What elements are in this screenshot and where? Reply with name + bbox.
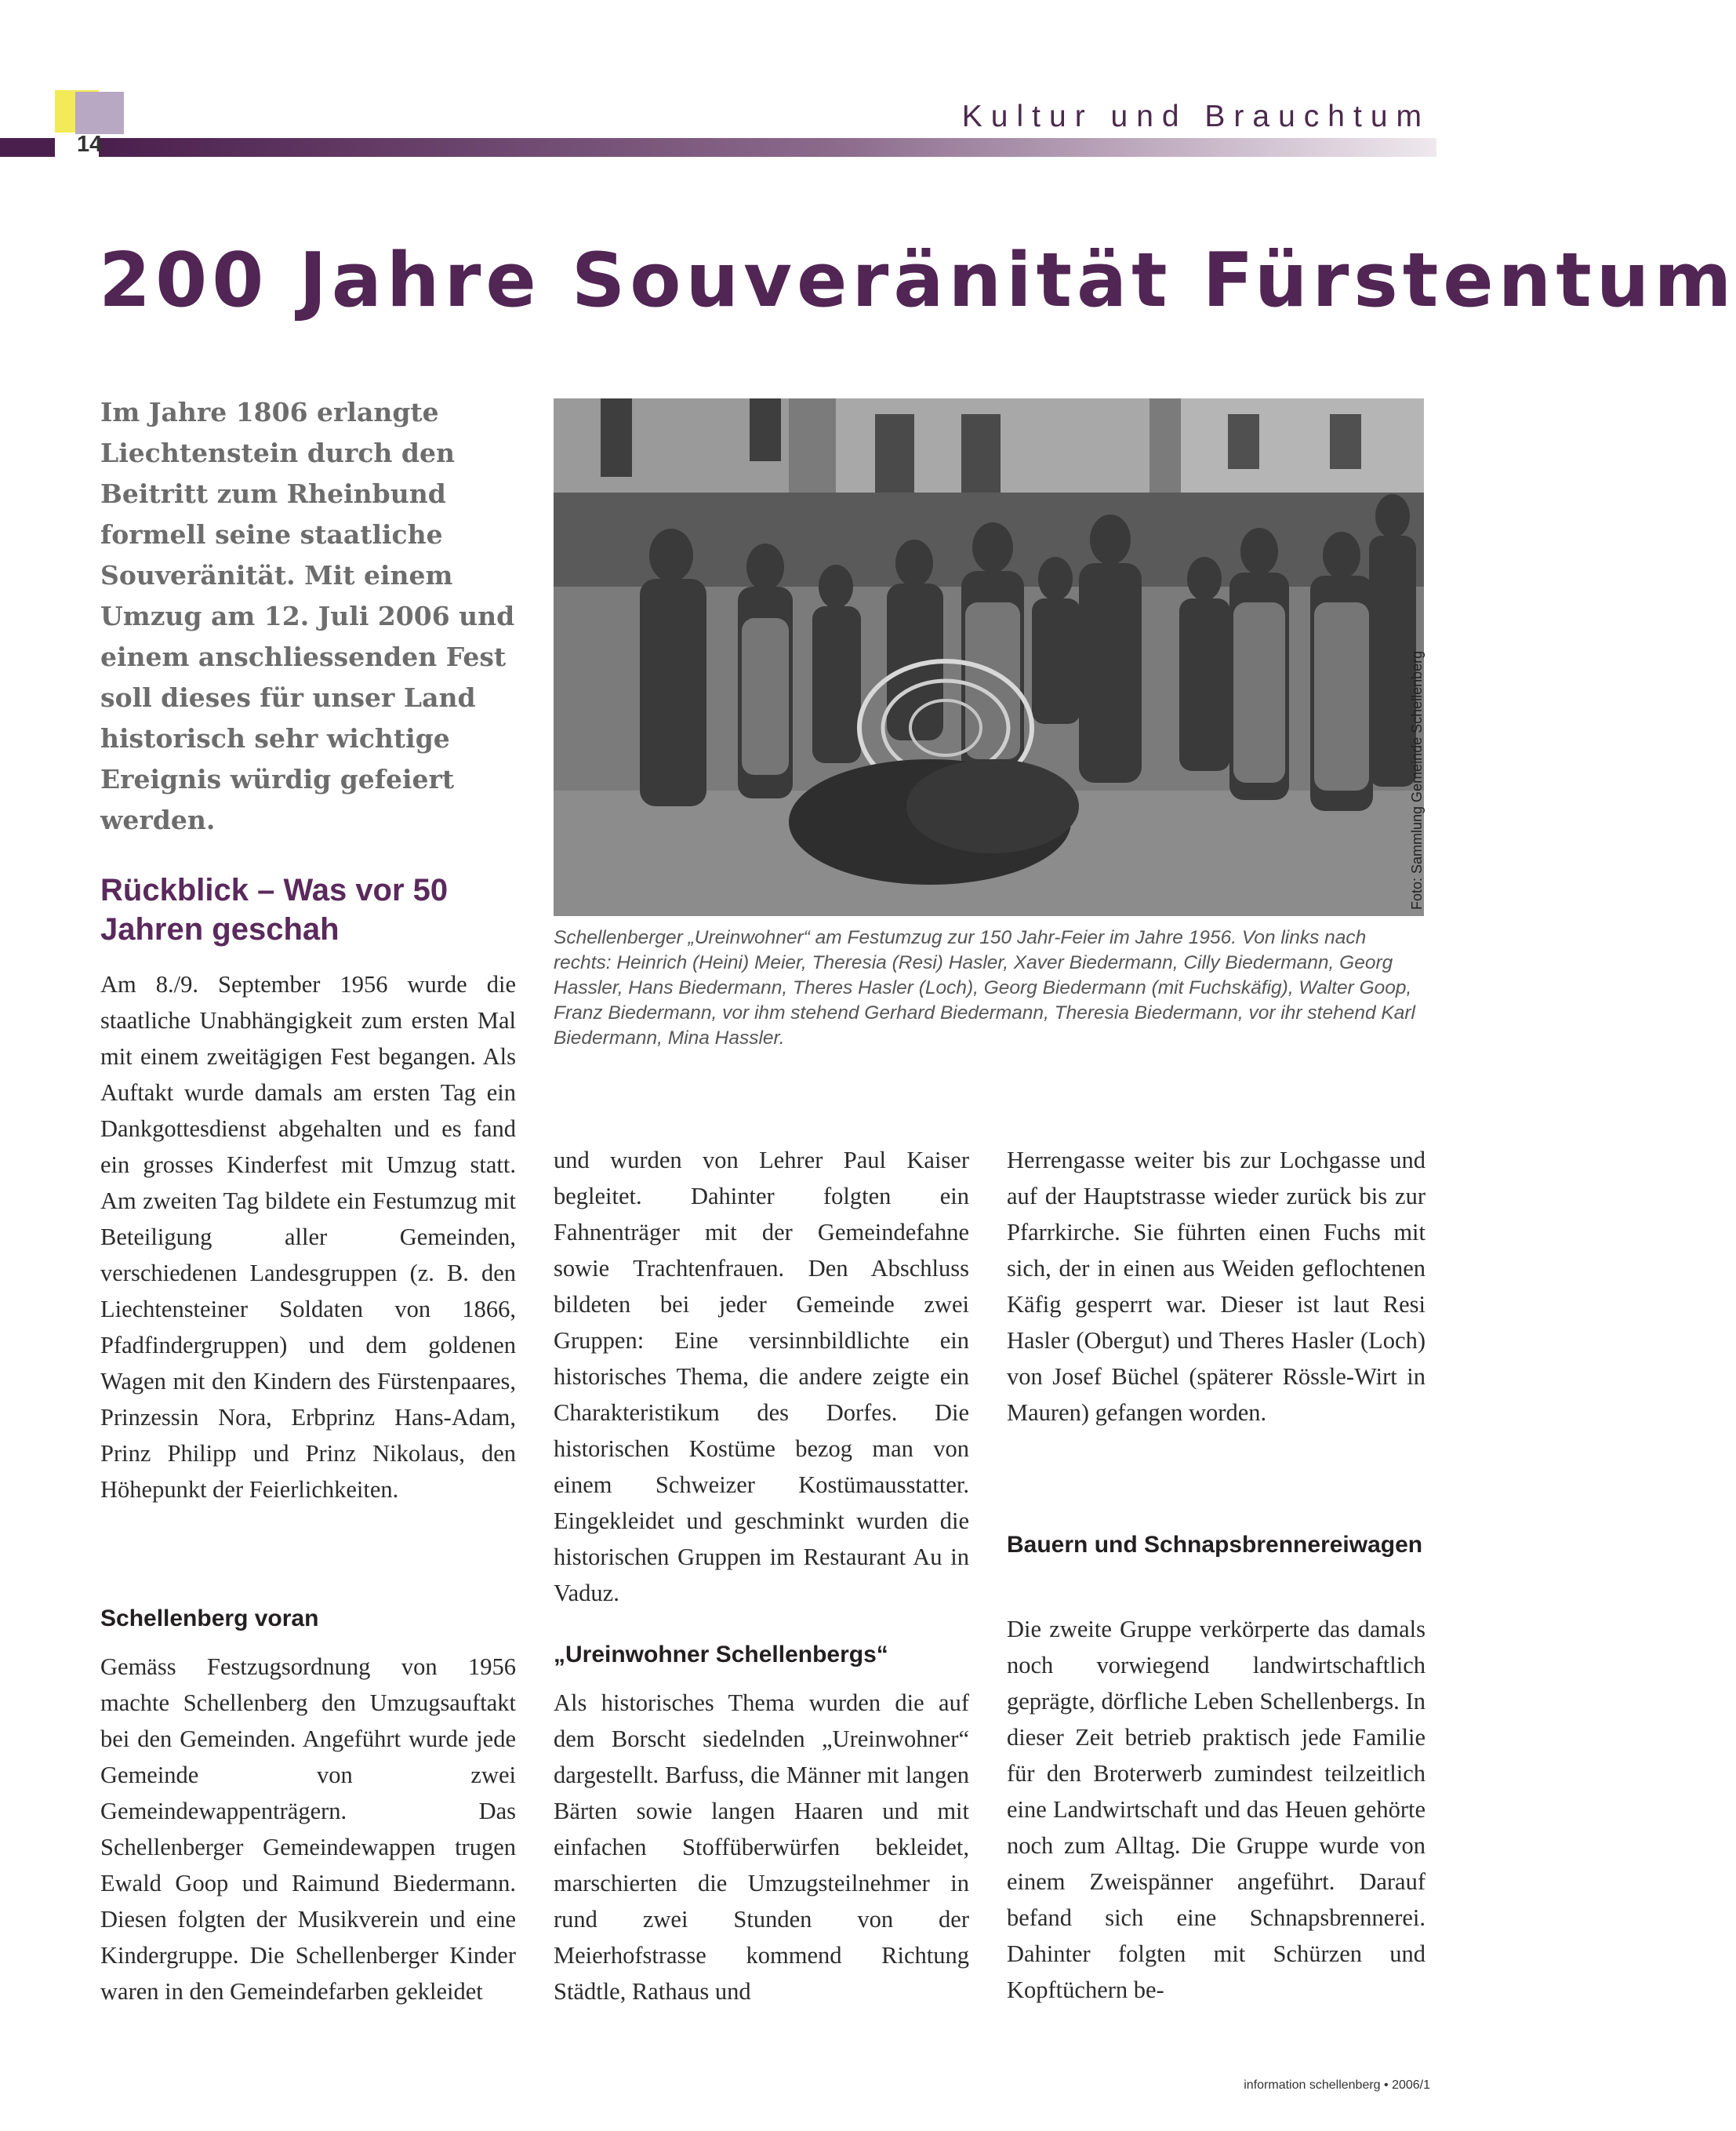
- heading-ureinwohner: „Ureinwohner Schellenbergs“: [554, 1642, 888, 1667]
- section-label: Kultur und Brauchtum: [961, 100, 1430, 133]
- schellenberg-voran-text: Gemäss Festzugsordnung von 1956 machte Schellenberg den Umzugsauftakt bei den Gemeinden. Angeführt wurde jede Gemeinde von zwei Gemeindewappenträgern. Das Schellenberger Gemeindewappen trugen Ewald Goop und Raimund Biedermann. Diesen folgten der Musikverein und eine Kindergruppe. Die Schellenberger Kinder waren in den Gemeindefarben gekleidet: [100, 1653, 516, 2005]
- photo-caption: Schellenberger „Ureinwohner“ am Festumzug zur 150 Jahr-Feier im Jahre 1956. Von links nach rechts: Heinrich (Heini) Meier, Theresia (Resi) Hasler, Xaver Biedermann, Cilly Biedermann, Georg Hassler, Hans Biedermann, Theres Hasler (Loch), Georg Biedermann (mit Fuchskäfig), Walter Goop, Franz Biedermann, vor ihm stehend Gerhard Biedermann, Theresia Biedermann, vor ihr stehend Karl Biedermann, Mina Hassler.: [554, 927, 1415, 1049]
- column2-text: und wurden von Lehrer Paul Kaiser begleitet. Dahinter folgten ein Fahnenträger mit der Gemeindefahne sowie Trachtenfrauen. Den Abschluss bildeten bei jeder Gemeinde zwei Gruppen: Eine versinnbildlichte ein historisches Thema, die andere zeigte ein Charakteristikum des Dorfes. Die historischen Kostüme bezog man von einem Schweizer Kostümausstatter. Eingekleidet und geschminkt wurden die historischen Gruppen im Restaurant Au in Vaduz.: [554, 1147, 969, 1606]
- header-accent-purple: [75, 92, 124, 134]
- header-bar: [99, 138, 1436, 157]
- footer: information schellenberg • 2006/1: [1244, 2078, 1430, 2092]
- heading-schellenberg-voran: Schellenberg voran: [100, 1606, 319, 1631]
- ureinwohner-text: Als historisches Thema wurden die auf dem Borscht siedelnden „Ureinwohner“ dargestellt. Barfuss, die Männer mit langen Bärten sowie langen Haaren und mit einfachen Stoffüberwürfen bekleidet, marschierten die Umzugsteilnehmer in rund zwei Stunden von der Meierhofstrasse kommend Richtung Städtle, Rathaus und: [554, 1689, 969, 2005]
- heading-bauern: Bauern und Schnapsbrennereiwagen: [1007, 1532, 1423, 1558]
- bauern-text: Die zweite Gruppe verkörperte das damals noch vorwiegend landwirtschaftlich geprägte, dörfliche Leben Schellenbergs. In dieser Zeit betrieb praktisch jede Familie für den Broterwerb zumindest teilzeitlich eine Landwirtschaft und das Heuen gehörte noch zum Alltag. Die Gruppe wurde von einem Zweispänner angeführt. Darauf befand sich eine Schnapsbrennerei. Dahinter folgten mit Schürzen und Kopftüchern be-: [1007, 1616, 1425, 2003]
- historical-photo: [554, 398, 1424, 916]
- column3-text: Herrengasse weiter bis zur Lochgasse und auf der Hauptstrasse wieder zurück bis zur Pfarrkirche. Sie führten einen Fuchs mit sich, der in einen aus Weiden geflochtenen Käfig gesperrt war. Dieser ist laut Resi Hasler (Obergut) und Theres Hasler (Loch) von Josef Büchel (späterer Rössle-Wirt in Mauren) gefangen worden.: [1007, 1147, 1425, 1426]
- photo-credit: Foto: Sammlung Gemeinde Schellenberg: [1409, 650, 1425, 910]
- page-number: 14: [77, 132, 103, 157]
- lead-paragraph: Im Jahre 1806 erlangte Liechtenstein durch den Beitritt zum Rheinbund formell seine staatliche Souveränität. Mit einem Umzug am 12. Juli 2006 und einem anschliessenden Fest soll dieses für unser Land historisch sehr wichtige Ereignis würdig gefeiert werden.: [100, 397, 515, 835]
- header-bar-left: [0, 138, 55, 157]
- page-title: 200 Jahre Souveränität Fürstentum: [99, 238, 1736, 324]
- photo-illustration: [554, 398, 1424, 916]
- heading-rueckblick: Rückblick – Was vor 50 Jahren geschah: [100, 873, 449, 947]
- rueckblick-text: Am 8./9. September 1956 wurde die staatliche Unabhängigkeit zum ersten Mal mit einem zweitägigen Fest begangen. Als Auftakt wurde damals am ersten Tag ein Dankgottesdienst abgehalten und es fand ein grosses Kinderfest mit Umzug statt. Am zweiten Tag bildete ein Festumzug mit Beteiligung aller Gemeinden, verschiedenen Landesgruppen (z. B. den Liechtensteiner Soldaten von 1866, Pfadfindergruppen) und dem goldenen Wagen mit den Kindern des Fürstenpaares, Prinzessin Nora, Erbprinz Hans-Adam, Prinz Philipp und Prinz Nikolaus, den Höhepunkt der Feierlichkeiten.: [100, 971, 516, 1503]
